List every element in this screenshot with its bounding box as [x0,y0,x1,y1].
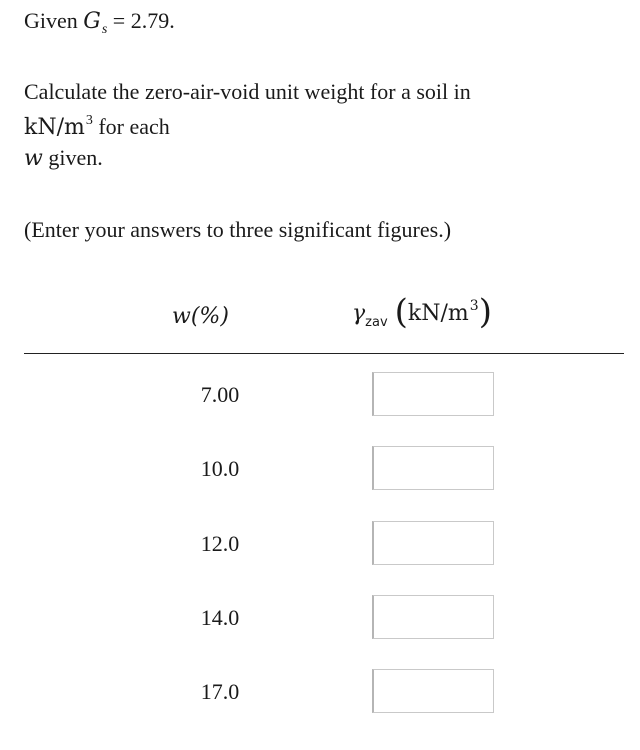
specific-gravity-subscript: s [101,22,108,37]
unit-weight-answer-input[interactable] [372,669,494,713]
water-content-symbol: w [24,146,43,171]
sig-fig-note: (Enter your answers to three significant figures.) [24,217,452,242]
instruction-line-3 [24,145,103,172]
unit-weight-answer-input[interactable] [372,595,494,639]
unit-weight-header [352,294,492,332]
water-content-value: 14.0 [200,605,240,630]
water-content-header-label: w(%) [172,304,229,329]
left-paren: ( [394,292,408,332]
instruction-line-2-rest: for each [92,114,170,139]
header-unit-exponent: 3 [469,298,479,314]
instruction-line-2 [24,114,170,144]
water-content-value: 17.0 [200,679,240,704]
specific-gravity-symbol: G [83,9,101,34]
header-divider [24,353,624,354]
specific-gravity-value: = 2.79. [107,8,175,33]
unit-weight-answer-input[interactable] [372,372,494,416]
water-content-value: 12.0 [200,531,240,556]
unit-weight-unit: kN/m [24,115,85,140]
water-content-header [172,302,229,332]
water-content-value: 10.0 [200,456,240,481]
header-unit: kN/m [407,301,469,326]
gamma-subscript: zav [365,315,388,330]
water-content-value: 7.00 [200,382,240,407]
instruction-line-1: Calculate the zero-air-void unit weight for a soil in [24,79,471,104]
instruction-line-3-rest: given. [42,145,103,170]
given-prefix: Given [24,8,84,33]
given-statement [24,8,175,38]
unit-weight-answer-input[interactable] [372,446,494,490]
gamma-symbol: γ [352,301,366,326]
unit-exponent: 3 [85,113,93,128]
unit-weight-answer-input[interactable] [372,521,494,565]
right-paren: ) [478,292,492,332]
